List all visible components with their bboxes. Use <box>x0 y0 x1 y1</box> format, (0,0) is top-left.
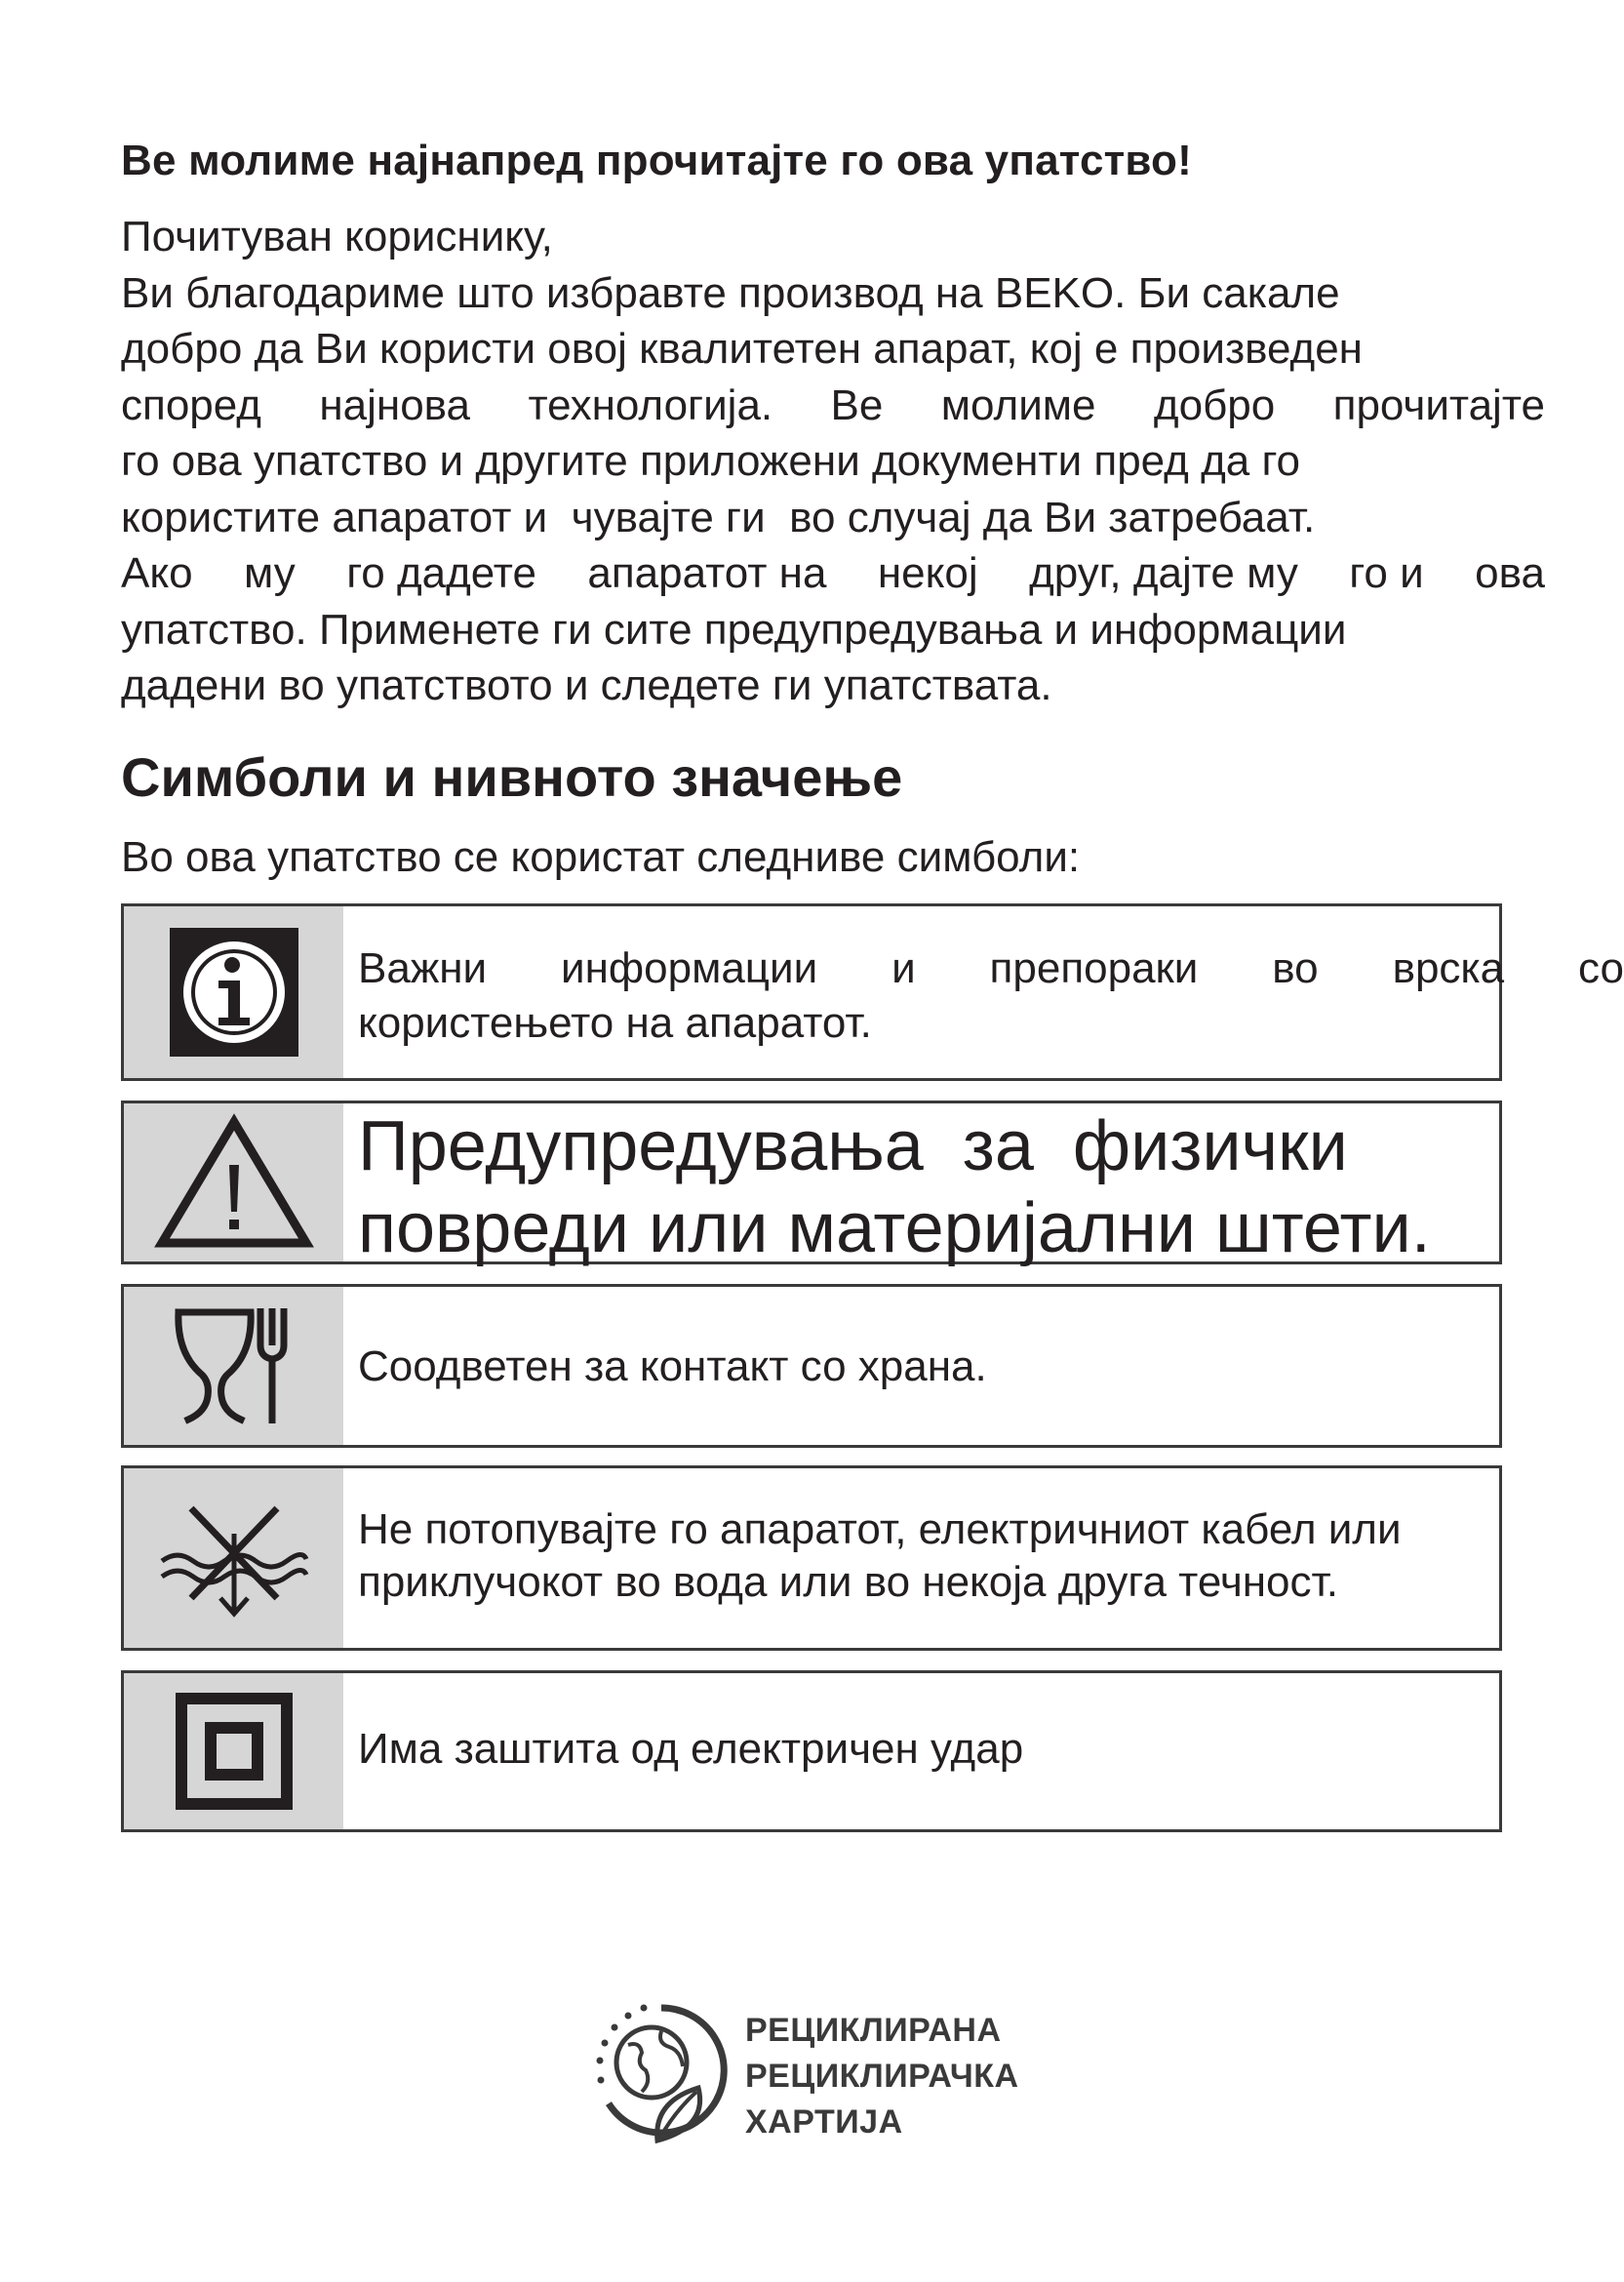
recycled-paper-globe-leaf-icon <box>589 1994 735 2160</box>
word: според <box>121 380 261 429</box>
word: го и <box>1349 549 1424 597</box>
intro-line: упатство. Применете ги сите предупредувања и информации <box>121 605 1347 654</box>
symbol-description <box>358 1105 1499 1269</box>
symbol-text-line: Не потопувајте го апаратот, електричниот кабел или <box>358 1505 1402 1553</box>
double-insulation-icon <box>176 1693 293 1810</box>
symbol-description <box>358 1340 1499 1394</box>
word: му <box>244 549 296 597</box>
intro-line: дадени во упатството и следете ги упатствата. <box>121 661 1052 709</box>
intro-line: добро да Ви користи овој квалитетен апарат, кој е произведен <box>121 325 1363 373</box>
word: најнова <box>319 380 471 429</box>
word: апаратот на <box>587 549 827 597</box>
word: врска <box>1392 944 1505 992</box>
symbol-icon-cell <box>124 906 343 1078</box>
symbols-intro: Во ова упатство се користат следниве симболи: <box>121 833 1081 881</box>
symbol-row-warning <box>121 1101 1502 1267</box>
symbol-text-line <box>358 941 1624 996</box>
recycled-paper-logo <box>589 1994 1048 2160</box>
intro-greeting: Почитуван кориснику, <box>121 213 553 260</box>
symbol-icon-cell <box>124 1673 343 1829</box>
symbol-icon-cell <box>124 1287 343 1445</box>
symbol-row-no-immersion <box>121 1465 1502 1651</box>
word: во <box>1272 944 1319 992</box>
symbol-text-line: Има заштита од електричен удар <box>358 1725 1024 1773</box>
intro-line: Ви благодариме што избравте производ на BEKO. Би сакале <box>121 268 1340 317</box>
info-icon <box>170 928 298 1057</box>
word: препораки <box>989 944 1199 992</box>
symbol-text-line: Предупредувања за физички <box>358 1107 1348 1185</box>
intro-line <box>121 378 1545 434</box>
symbols-heading: Симболи и нивното значење <box>121 746 903 808</box>
word: Важни <box>358 944 488 992</box>
logo-line: РЕЦИКЛИРАЧКА <box>745 2058 1019 2095</box>
word: Ако <box>121 549 193 597</box>
intro-paragraph <box>121 209 1545 714</box>
page-title: Ве молиме најнапред прочитајте го ова упатство! <box>121 137 1192 184</box>
intro-line: го ова упатство и другите приложени документи пред да го <box>121 437 1300 485</box>
symbol-text-line: Соодветен за контакт со храна. <box>358 1342 987 1390</box>
word: ова <box>1475 549 1545 597</box>
warning-icon <box>156 1114 312 1251</box>
word: друг, дајте му <box>1029 549 1298 597</box>
symbol-description <box>358 1503 1499 1609</box>
symbol-description <box>358 941 1624 1051</box>
word: некој <box>877 549 978 597</box>
symbol-row-food-contact <box>121 1284 1502 1448</box>
symbol-icon-cell <box>124 1468 343 1648</box>
logo-line: ХАРТИЈА <box>745 2103 903 2141</box>
word: прочитајте <box>1332 380 1545 429</box>
symbol-text-line: приклучокот во вода или во некоја друга течност. <box>358 1558 1339 1606</box>
intro-line: користите апаратот и чувајте ги во случај да Ви затребаат. <box>121 493 1316 541</box>
symbol-text-line: користењето на апаратот. <box>358 999 872 1047</box>
symbol-icon-cell <box>124 1103 343 1261</box>
symbol-row-double-insulation <box>121 1670 1502 1832</box>
word: информации <box>561 944 818 992</box>
word: технологија. <box>528 380 773 429</box>
word: добро <box>1153 380 1276 429</box>
word: и <box>891 944 916 992</box>
logo-text <box>745 2008 1019 2145</box>
intro-line <box>121 545 1545 602</box>
word: го дадете <box>346 549 536 597</box>
symbol-row-info <box>121 903 1624 1081</box>
no-immersion-icon <box>156 1485 312 1631</box>
word: молиме <box>940 380 1096 429</box>
symbol-description <box>358 1722 1499 1777</box>
word: со <box>1578 944 1624 992</box>
symbol-text-line: повреди или материјални штети. <box>358 1189 1431 1267</box>
food-contact-icon <box>171 1302 297 1429</box>
word: Ве <box>830 380 884 429</box>
logo-line: РЕЦИКЛИРАНА <box>745 2012 1002 2049</box>
